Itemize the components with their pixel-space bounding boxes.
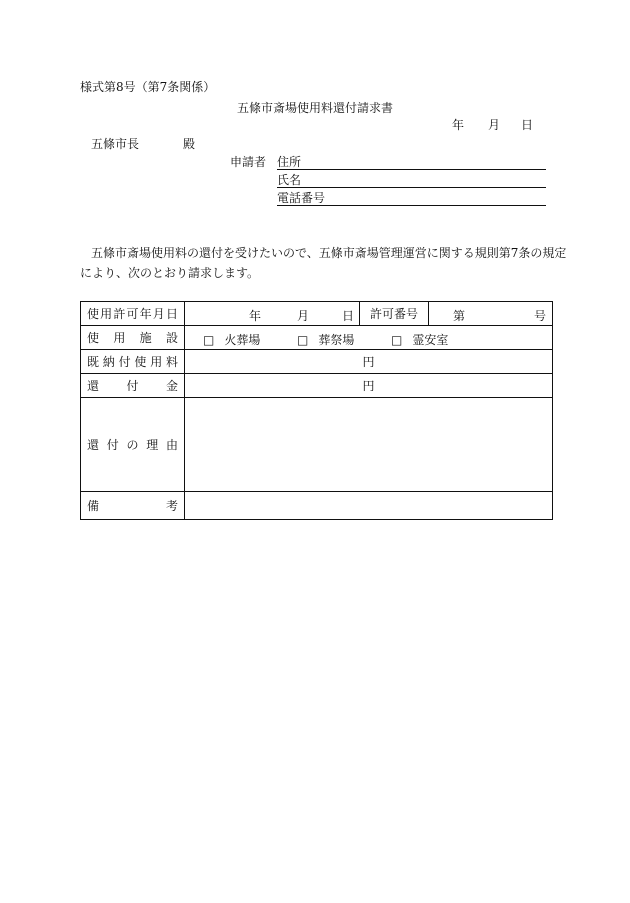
remarks-row <box>81 492 553 520</box>
facility-options-cell <box>185 326 553 350</box>
permit-gou-label: 号 <box>533 308 546 323</box>
facility-option-label: 火葬場 <box>224 332 261 347</box>
permit-date-label: 使 用 許 可 年 月 日 <box>87 307 178 321</box>
remarks-label: 備 考 <box>87 499 178 513</box>
paid-fee-row <box>81 350 553 374</box>
facility-option-label: 葬祭場 <box>318 332 355 347</box>
facility-option-mortuary[interactable] <box>391 331 448 348</box>
body-text-line1: 五條市斎場使用料の還付を受けたいので、五條市斎場管理運営に関する規則第7条の規定 <box>91 246 567 260</box>
permit-number-label-cell <box>360 302 429 326</box>
permit-month-label: 月 <box>297 308 310 323</box>
name-line[interactable] <box>277 187 546 188</box>
permit-date-cell[interactable] <box>185 302 360 326</box>
paid-fee-label: 既 納 付 使 用 料 <box>87 355 178 369</box>
remarks-label-cell <box>81 492 185 520</box>
document-title: 五條市斎場使用料還付請求書 <box>236 101 393 115</box>
refund-yen: 円 <box>362 379 375 393</box>
reason-label-cell <box>81 398 185 492</box>
permit-date-row <box>81 302 553 326</box>
name-label: 氏名 <box>277 173 302 187</box>
date-year: 年 <box>452 118 465 132</box>
refund-row <box>81 374 553 398</box>
refund-amount-cell[interactable] <box>185 374 553 398</box>
phone-line[interactable] <box>277 205 546 206</box>
paid-fee-label-cell <box>81 350 185 374</box>
facility-option-label: 霊安室 <box>412 332 449 347</box>
checkbox-icon[interactable]: □ <box>391 332 403 347</box>
applicant-label: 申請者 <box>230 155 267 169</box>
permit-date-label-cell <box>81 302 185 326</box>
addressee: 五條市長 <box>91 137 140 151</box>
reason-label: 還 付 の 理 由 <box>87 438 178 452</box>
facility-label-cell <box>81 326 185 350</box>
facility-option-crematorium[interactable] <box>203 331 260 348</box>
honorific: 殿 <box>183 137 196 151</box>
address-label: 住所 <box>277 155 302 169</box>
address-line[interactable] <box>277 169 546 170</box>
refund-form-table <box>80 301 553 520</box>
permit-year-label: 年 <box>249 308 262 323</box>
facility-label: 使 用 施 設 <box>87 331 178 345</box>
body-text-line2: により、次のとおり請求します。 <box>80 266 260 280</box>
phone-label: 電話番号 <box>277 191 326 205</box>
checkbox-icon[interactable]: □ <box>203 332 215 347</box>
paid-fee-cell[interactable] <box>185 350 553 374</box>
checkbox-icon[interactable]: □ <box>297 332 309 347</box>
refund-label-cell <box>81 374 185 398</box>
remarks-cell[interactable] <box>185 492 553 520</box>
paid-fee-yen: 円 <box>362 355 375 369</box>
reason-cell[interactable] <box>185 398 553 492</box>
permit-day-label: 日 <box>342 308 355 323</box>
permit-dai-label: 第 <box>453 308 466 323</box>
refund-label: 還 付 金 <box>87 379 178 393</box>
facility-option-funeral-hall[interactable] <box>297 331 354 348</box>
reason-row <box>81 398 553 492</box>
date-day: 日 <box>521 118 534 132</box>
permit-number-cell[interactable] <box>429 302 553 326</box>
facility-row <box>81 326 553 350</box>
form-number: 様式第8号（第7条関係） <box>80 80 216 94</box>
date-month: 月 <box>488 118 501 132</box>
permit-number-label: 許可番号 <box>369 307 418 321</box>
